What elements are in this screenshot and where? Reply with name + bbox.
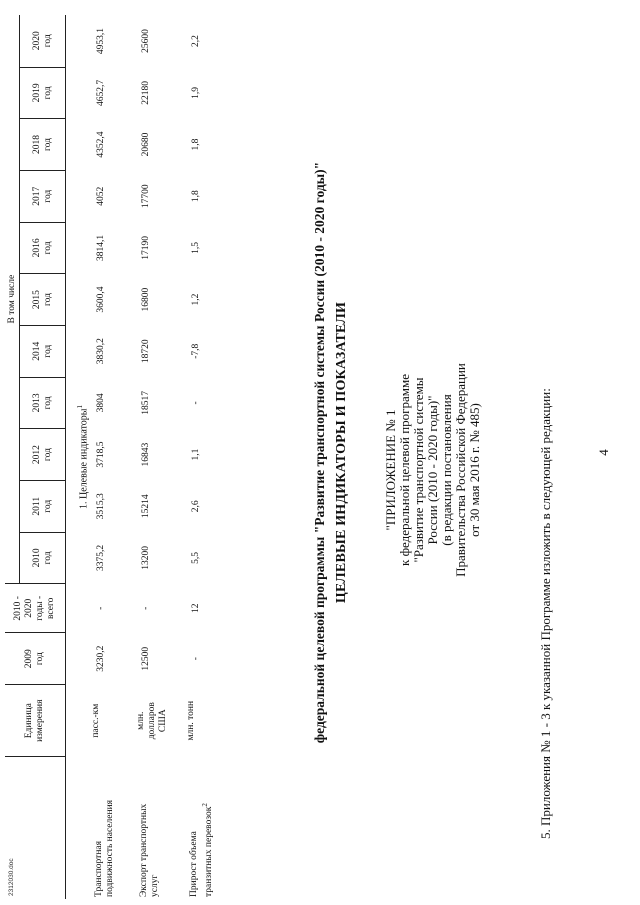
table-row (185, 15, 230, 899)
header-year: 2019 год (20, 67, 66, 119)
indicator-name: Транспортная подвижность населения (94, 799, 115, 897)
value-total: 12 (191, 603, 201, 614)
appendix-heading (384, 320, 482, 620)
indicator-name: Экспорт транспортных услуг (139, 803, 160, 897)
header-year: 2017 год (20, 170, 66, 222)
value-total: - (141, 606, 151, 610)
appendix-line: "ПРИЛОЖЕНИЕ № 1 (383, 409, 398, 531)
appendix-line: к федеральной целевой программе (397, 374, 412, 566)
value-2015: 1,2 (191, 293, 201, 306)
header-year: 2011 год (20, 480, 66, 532)
header-year: 2020 год (20, 15, 66, 67)
indicator-unit: млн. долларов США (136, 702, 168, 740)
value-2019: 1,9 (191, 86, 201, 99)
header-year: 2012 год (20, 429, 66, 481)
value-2012: 3718,5 (96, 441, 106, 468)
value-2020: 2,2 (191, 35, 201, 47)
intro-text: 5. Приложения № 1 - 3 к указанной Программе изложить в следующей редакции: (538, 388, 553, 839)
header-year: 2013 год (20, 377, 66, 429)
value-2011: 15214 (141, 494, 151, 519)
table-row (135, 15, 185, 899)
value-2009: 3230,2 (96, 645, 106, 672)
document-title: ЦЕЛЕВЫЕ ИНДИКАТОРЫ И ПОКАЗАТЕЛИ (334, 301, 349, 604)
header-indicator-name-cell (5, 757, 66, 899)
indicator-name: Прирост объема транзитных перевозок$^2$ (189, 803, 215, 897)
indicator-unit: пасс.-км (91, 703, 101, 738)
indicator-unit: млн. тонн (186, 700, 196, 741)
value-2015: 3600,4 (96, 286, 106, 313)
value-2016: 17190 (141, 236, 151, 260)
value-2014: 18720 (141, 339, 151, 364)
appendix-line: "Развитие транспортной системы (411, 377, 426, 563)
value-2019: 22180 (141, 81, 151, 105)
value-total: - (96, 606, 106, 610)
value-2020: 25600 (141, 29, 151, 53)
value-2018: 20680 (141, 132, 151, 157)
page-number: 4 (596, 449, 611, 456)
header-year: 2014 год (20, 325, 66, 377)
value-2015: 16800 (141, 287, 151, 312)
table-row (90, 15, 135, 899)
section-heading: 1. Целевые индикаторы$^1$ (75, 405, 89, 509)
document-footer-code: 2312030.doc (8, 858, 15, 896)
value-2010: 3375,2 (96, 544, 106, 571)
value-2011: 3515,3 (96, 493, 106, 520)
value-2010: 5,5 (191, 551, 201, 564)
header-in-that: В том числе (5, 15, 20, 584)
value-2017: 17700 (141, 184, 151, 209)
value-2020: 4953,1 (96, 27, 106, 55)
value-2017: 1,8 (191, 190, 201, 203)
value-2013: - (191, 401, 201, 405)
header-unit: Единица измерения (5, 685, 66, 757)
header-year: 2015 год (20, 274, 66, 326)
header-year: 2016 год (20, 222, 66, 274)
value-2016: 1,5 (191, 241, 201, 254)
value-2013: 3804 (96, 393, 106, 413)
header-2009: 2009 год (5, 633, 66, 685)
value-2012: 16843 (141, 442, 151, 467)
value-2010: 13200 (141, 546, 151, 570)
value-2018: 1,8 (191, 138, 201, 151)
value-2011: 2,6 (191, 500, 201, 513)
appendix-line: (в редакции постановления (439, 394, 454, 546)
appendix-line: Правительства Российской Федерации (453, 363, 468, 577)
header-year: 2018 год (20, 119, 66, 171)
value-2019: 4652,7 (96, 79, 106, 106)
value-2009: 12500 (141, 646, 151, 671)
header-year: 2010 год (20, 532, 66, 584)
value-2018: 4352,4 (96, 131, 106, 158)
value-2012: 1,1 (191, 448, 201, 461)
value-2014: -7,8 (191, 343, 201, 359)
value-2013: 18517 (141, 391, 151, 415)
value-2017: 4052 (96, 186, 106, 206)
indicators-table (5, 15, 284, 899)
value-2014: 3830,2 (96, 338, 106, 365)
value-2009: - (191, 657, 201, 661)
header-total: 2010 - 2020 годы - всего (5, 584, 66, 633)
document-subtitle: федеральной целевой программы "Развитие транспортной системы России (2010 - 2020 годы)" (312, 161, 327, 744)
appendix-line: от 30 мая 2016 г. № 485) (467, 403, 482, 537)
value-2016: 3814,1 (96, 234, 106, 261)
appendix-line: России (2010 - 2020 годы)" (425, 395, 440, 545)
